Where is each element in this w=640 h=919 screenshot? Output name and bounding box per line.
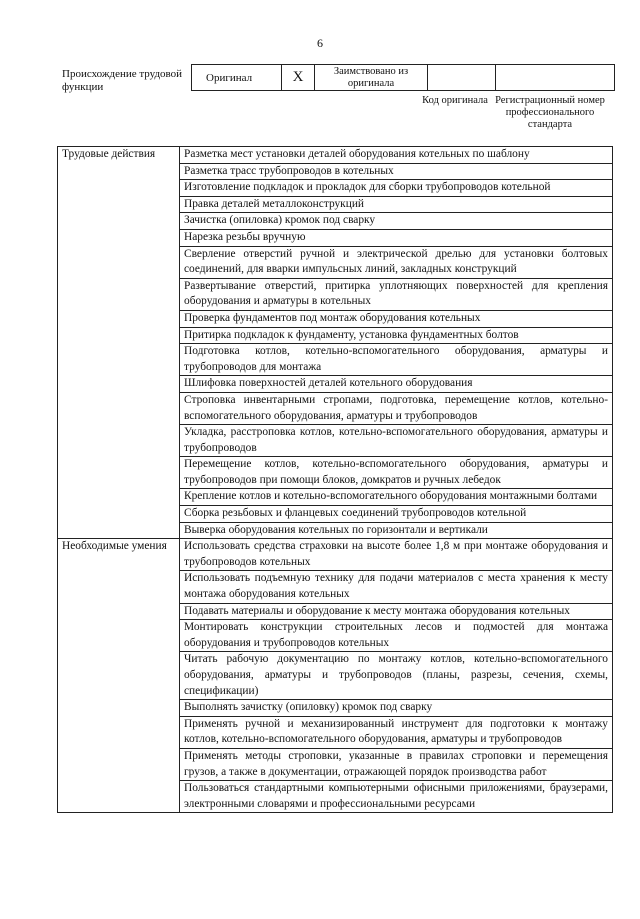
function-table	[57, 146, 613, 813]
table-cell: Сборка резьбовых и фланцевых соединений трубопроводов котельной	[180, 506, 613, 523]
registration-caption: Регистрационный номер профессионального стандарта	[495, 95, 605, 130]
table-cell: Зачистка (опиловка) кромок под сварку	[180, 213, 613, 230]
table-cell: Правка деталей металлоконструкций	[180, 196, 613, 213]
table-cell: Изготовление подкладок и прокладок для сборки трубопроводов котельной	[180, 180, 613, 197]
table-cell: Монтировать конструкции строительных лесов и подмостей для монтажа оборудования и трубопроводов котельных	[180, 620, 613, 652]
table-cell: Выполнять зачистку (опиловку) кромок под сварку	[180, 700, 613, 717]
table-cell: Использовать средства страховки на высоте более 1,8 м при монтаже оборудования и трубопроводов котельных	[180, 539, 613, 571]
table-cell: Разметка мест установки деталей оборудования котельных по шаблону	[180, 147, 613, 164]
original-cell: Оригинал	[192, 65, 282, 91]
table-cell: Перемещение котлов, котельно-вспомогательного оборудования, арматуры и трубопроводов при помощи блоков, домкратов и ручных лебедок	[180, 457, 613, 489]
table-cell: Применять методы строповки, указанные в правилах строповки и перемещения грузов, а также в документации, отражающей порядок производства работ	[180, 748, 613, 780]
original-code-cell	[428, 65, 496, 91]
table-row	[58, 539, 613, 571]
section-label: Необходимые умения	[58, 539, 180, 813]
table-cell: Применять ручной и механизированный инструмент для подготовки к монтажу котлов, котельно-вспомогательного оборудования, арматуры и трубопроводов	[180, 716, 613, 748]
page-number: 6	[317, 36, 323, 50]
section-label: Трудовые действия	[58, 147, 180, 539]
table-cell: Пользоваться стандартными компьютерными офисными приложениями, браузерами, электронными словарями и профессиональными ресурсами	[180, 781, 613, 813]
table-cell: Нарезка резьбы вручную	[180, 229, 613, 246]
origin-table	[191, 64, 615, 91]
table-cell: Сверление отверстий ручной и электрической дрелью для установки болтовых соединений, для вварки импульсных линий, закладных конструкций	[180, 246, 613, 278]
code-caption: Код оригинала	[422, 95, 488, 106]
table-cell: Подавать материалы и оборудование к месту монтажа оборудования котельных	[180, 603, 613, 620]
table-cell: Строповка инвентарными стропами, подготовка, перемещение котлов, котельно-вспомогательного оборудования, арматуры и трубопроводов	[180, 392, 613, 424]
table-cell: Укладка, расстроповка котлов, котельно-вспомогательного оборудования, арматуры и трубопроводов	[180, 425, 613, 457]
table-cell: Использовать подъемную технику для подачи материалов с места хранения к месту монтажа оборудования котельных	[180, 571, 613, 603]
table-cell: Крепление котлов и котельно-вспомогательного оборудования монтажными болтами	[180, 489, 613, 506]
table-cell: Разметка трасс трубопроводов в котельных	[180, 163, 613, 180]
table-cell: Притирка подкладок к фундаменту, установка фундаментных болтов	[180, 327, 613, 344]
table-cell: Шлифовка поверхностей деталей котельного оборудования	[180, 376, 613, 393]
table-cell: Проверка фундаментов под монтаж оборудования котельных	[180, 310, 613, 327]
table-cell: Читать рабочую документацию по монтажу котлов, котельно-вспомогательного оборудования, арматуры и трубопроводов (планы, разрезы, сечения, схемы, спецификации)	[180, 652, 613, 700]
table-cell: Подготовка котлов, котельно-вспомогательного оборудования, арматуры и трубопроводов для монтажа	[180, 344, 613, 376]
table-cell: Выверка оборудования котельных по горизонтали и вертикали	[180, 522, 613, 539]
original-mark: X	[282, 65, 315, 91]
table-row	[58, 147, 613, 164]
table-cell: Развертывание отверстий, притирка уплотняющих поверхностей для крепления оборудования и арматуры в котельных	[180, 278, 613, 310]
origin-label: Происхождение трудовой функции	[62, 68, 183, 93]
borrowed-cell: Заимствовано из оригинала	[315, 65, 428, 91]
registration-number-cell	[496, 65, 615, 91]
